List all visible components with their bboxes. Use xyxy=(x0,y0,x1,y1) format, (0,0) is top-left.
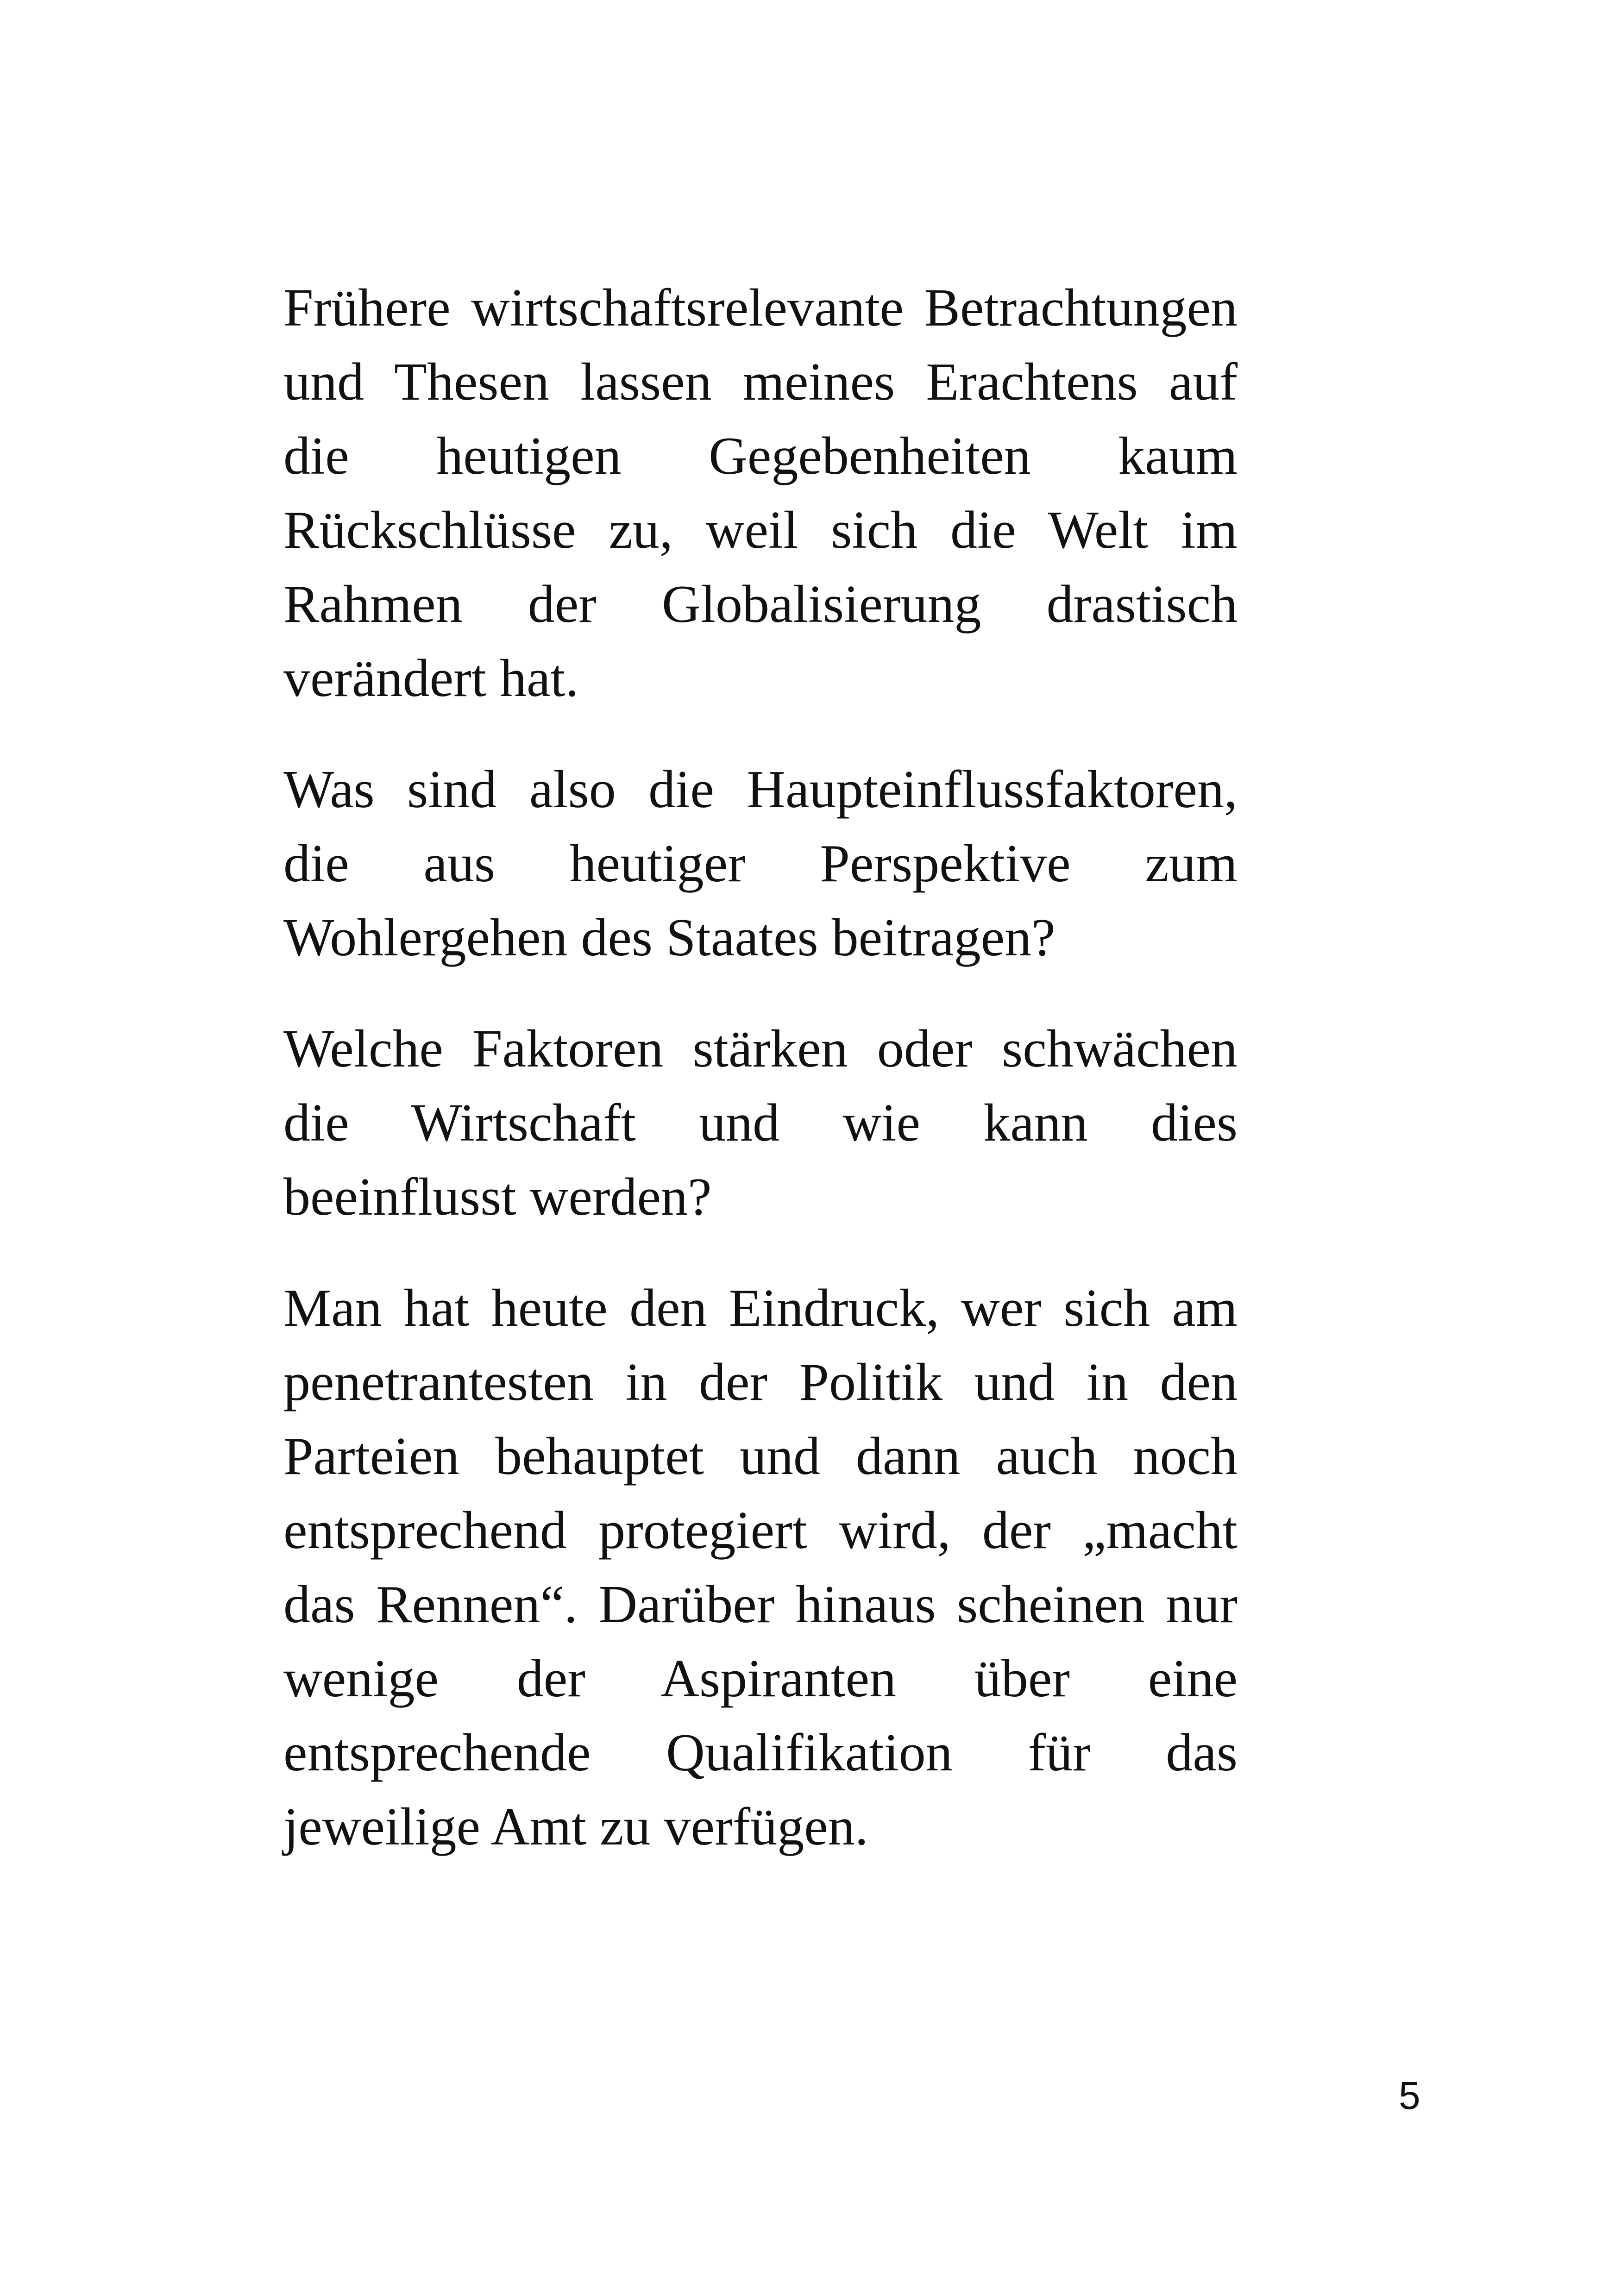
text-line: Wohlergehen des Staates beitragen? xyxy=(283,908,1056,967)
text-line: Welche Faktoren stärken oder schwächen xyxy=(283,1019,1238,1079)
text-line: entsprechend protegiert wird, der „macht xyxy=(283,1501,1238,1560)
text-line: Parteien behauptet und dann auch noch xyxy=(283,1427,1238,1486)
page-number: 5 xyxy=(1399,2074,1420,2117)
text-line: Was sind also die Haupteinflussfaktoren, xyxy=(283,760,1238,819)
text-line: Rahmen der Globalisierung drastisch xyxy=(283,575,1238,634)
text-line: beeinflusst werden? xyxy=(283,1167,712,1227)
paragraph-2 xyxy=(283,753,1238,975)
text-line: Frühere wirtschaftsrelevante Betrachtungen xyxy=(283,278,1238,338)
text-line: Rückschlüsse zu, weil sich die Welt im xyxy=(283,501,1238,560)
paragraph-1 xyxy=(283,271,1238,715)
text-line: und Thesen lassen meines Erachtens auf xyxy=(283,352,1238,412)
text-line: entsprechende Qualifikation für das xyxy=(283,1723,1238,1782)
text-line: jeweilige Amt zu verfügen. xyxy=(283,1797,868,1857)
text-line: penetrantesten in der Politik und in den xyxy=(283,1353,1238,1412)
paragraph-4 xyxy=(283,1271,1238,1864)
paragraph-3 xyxy=(283,1012,1238,1234)
text-line: Man hat heute den Eindruck, wer sich am xyxy=(283,1279,1238,1338)
body-text xyxy=(283,271,1238,1901)
text-line: wenige der Aspiranten über eine xyxy=(283,1649,1238,1708)
text-line: das Rennen“. Darüber hinaus scheinen nur xyxy=(283,1575,1238,1634)
text-line: die heutigen Gegebenheiten kaum xyxy=(283,427,1238,486)
text-line: verändert hat. xyxy=(283,649,579,708)
text-line: die aus heutiger Perspektive zum xyxy=(283,834,1238,893)
text-line: die Wirtschaft und wie kann dies xyxy=(283,1093,1238,1153)
